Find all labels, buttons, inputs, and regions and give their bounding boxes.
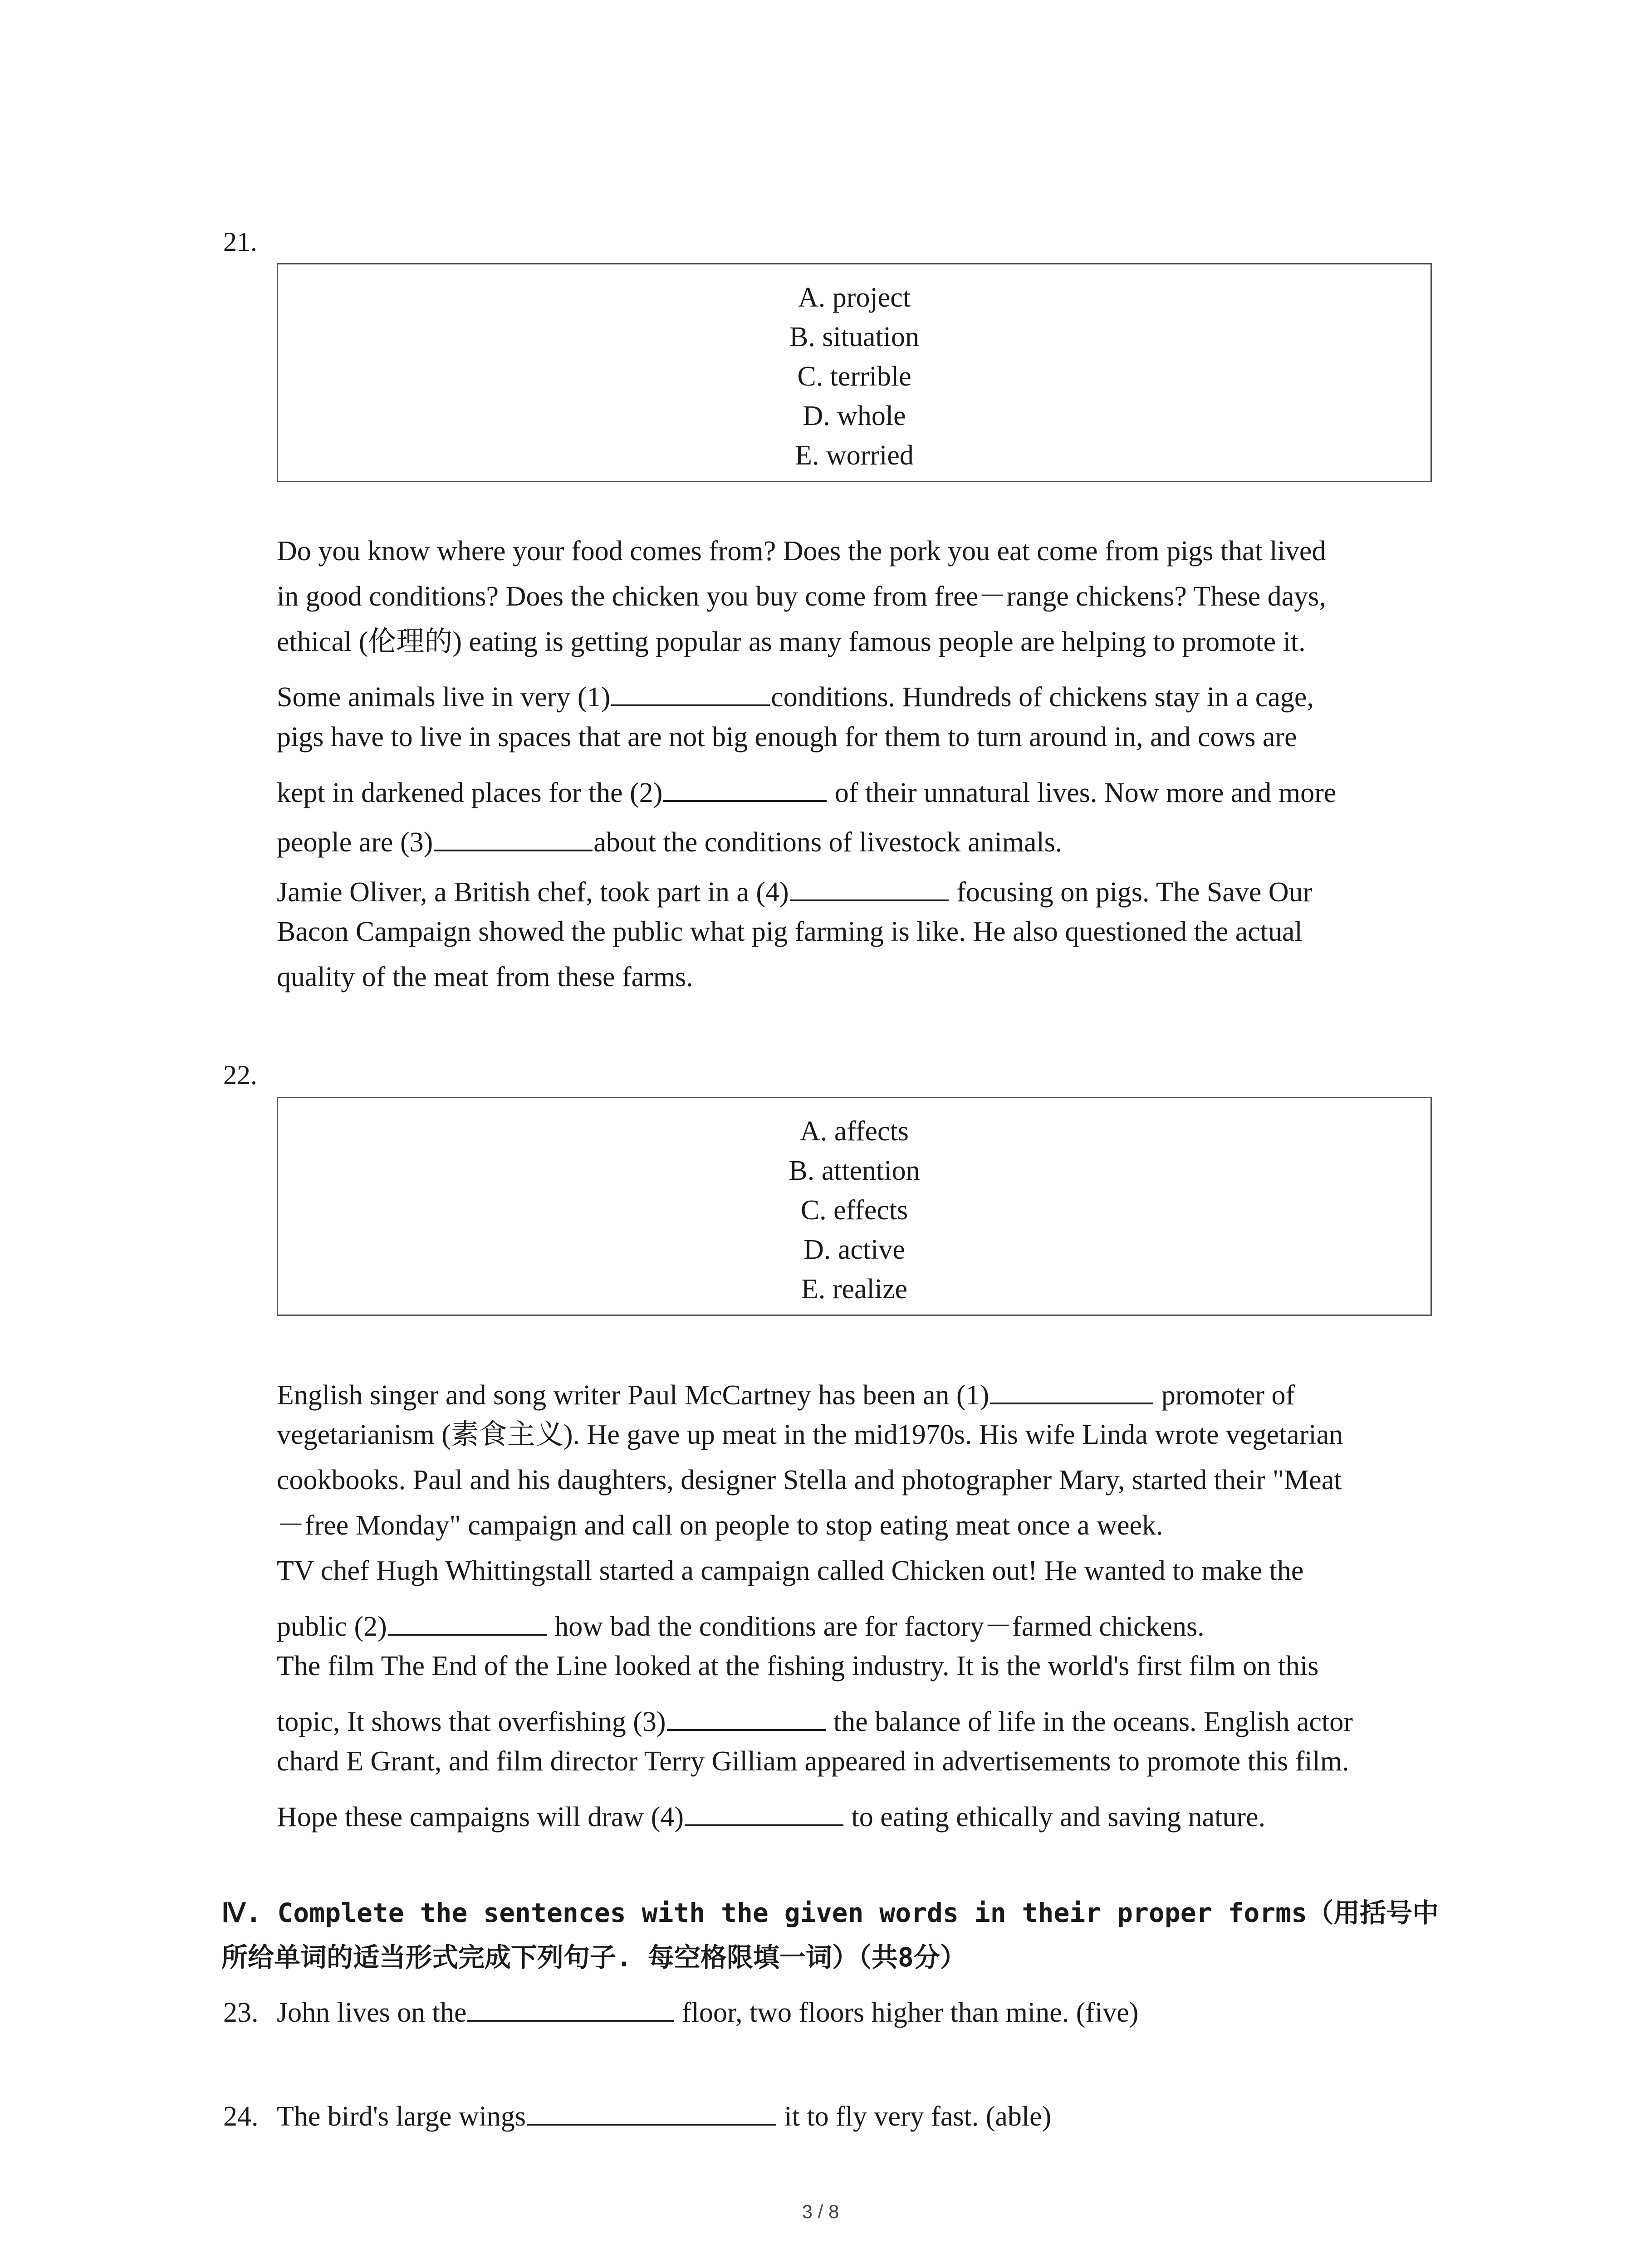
passage-line: The film The End of the Line looked at the fishing industry. It is the world's first film on this [277, 1651, 1319, 1681]
passage-line [277, 1375, 1295, 1409]
options-box-22 [277, 1097, 1432, 1316]
passage-line [277, 1607, 1205, 1641]
sentence-text: floor, two floors higher than mine. (five) [675, 1997, 1139, 2028]
passage-line: chard E Grant, and film director Terry Gilliam appeared in advertisements to promote this film. [277, 1746, 1349, 1777]
line-text: people are (3) [277, 827, 433, 858]
passage-line: ethical (伦理的) eating is getting popular as many famous people are helping to promote it. [277, 626, 1306, 657]
question-number: 24. [223, 2101, 259, 2132]
answer-blank[interactable] [527, 2097, 776, 2126]
passage-line: TV chef Hugh Whittingstall started a campaign called Chicken out! He wanted to make the [277, 1555, 1304, 1586]
option-d: D. whole [803, 401, 906, 431]
option-a: A. affects [800, 1116, 909, 1147]
section-title [221, 1891, 1446, 1980]
passage-line: vegetarianism (素食主义). He gave up meat in the mid1970s. His wife Linda wrote vegetarian [277, 1419, 1343, 1450]
option-e: E. realize [801, 1274, 908, 1305]
passage-line: Do you know where your food comes from? Does the pork you eat come from pigs that lived [277, 536, 1326, 567]
passage-line: pigs have to live in spaces that are not big enough for them to turn around in, and cows are [277, 722, 1297, 753]
passage-line: cookbooks. Paul and his daughters, designer Stella and photographer Mary, started their "Meat [277, 1465, 1342, 1496]
sentence-text: The bird's large wings [277, 2101, 526, 2132]
passage-line [277, 1702, 1353, 1736]
line-text: focusing on pigs. The Save Our [949, 877, 1313, 908]
sentence-text: it to fly very fast. (able) [777, 2101, 1052, 2132]
options-box-21 [277, 263, 1432, 482]
line-text: Some animals live in very (1) [277, 682, 611, 713]
blank-4[interactable] [685, 1797, 843, 1826]
line-text: English singer and song writer Paul McCartney has been an (1) [277, 1380, 989, 1411]
option-c: C. terrible [797, 361, 911, 392]
blank-4[interactable] [790, 872, 949, 901]
line-text: the balance of life in the oceans. English actor [826, 1706, 1353, 1737]
line-text: conditions. Hundreds of chickens stay in a cage, [771, 682, 1314, 713]
section-title-line: Ⅳ. Complete the sentences with the given words in their proper forms（用括号中 [221, 1897, 1439, 1928]
answer-blank[interactable] [467, 1993, 674, 2022]
blank-2[interactable] [388, 1607, 547, 1636]
line-text: Hope these campaigns will draw (4) [277, 1802, 684, 1833]
question-24 [223, 2097, 1051, 2133]
line-text: Jamie Oliver, a British chef, took part in a (4) [277, 877, 789, 908]
passage-line [277, 773, 1336, 807]
line-text: kept in darkened places for the (2) [277, 777, 663, 808]
sentence-text: John lives on the [277, 1997, 467, 2028]
passage-line [277, 677, 1314, 711]
question-number-22: 22. [223, 1060, 257, 1090]
question-23 [223, 1993, 1138, 2029]
option-c: C. effects [800, 1195, 908, 1226]
option-e: E. worried [795, 440, 914, 471]
passage-line: Bacon Campaign showed the public what pig farming is like. He also questioned the actual [277, 916, 1303, 947]
passage-line [277, 1797, 1265, 1831]
question-number-21: 21. [223, 227, 257, 257]
option-a: A. project [798, 282, 911, 313]
option-b: B. situation [789, 322, 919, 352]
line-text: about the conditions of livestock animals. [593, 827, 1063, 858]
blank-3[interactable] [667, 1702, 826, 1731]
line-text: topic, It shows that overfishing (3) [277, 1706, 666, 1737]
blank-1[interactable] [990, 1375, 1153, 1404]
question-number: 23. [223, 1997, 259, 2028]
blank-3[interactable] [434, 822, 593, 851]
passage-line [277, 822, 1062, 856]
passage-line: quality of the meat from these farms. [277, 962, 693, 992]
line-text: promoter of [1154, 1380, 1295, 1411]
option-d: D. active [803, 1234, 905, 1265]
passage-line: in good conditions? Does the chicken you buy come from free－range chickens? These days, [277, 581, 1326, 612]
line-text: of their unnatural lives. Now more and more [828, 777, 1337, 808]
blank-1[interactable] [611, 677, 770, 706]
passage-line [277, 872, 1312, 906]
line-text: how bad the conditions are for factory－farmed chickens. [547, 1611, 1205, 1642]
option-b: B. attention [789, 1155, 920, 1186]
page-number: 3 / 8 [802, 2201, 839, 2222]
section-title-line: 所给单词的适当形式完成下列句子. 每空格限填一词）（共8分） [221, 1942, 966, 1973]
line-text: public (2) [277, 1611, 387, 1642]
line-text: to eating ethically and saving nature. [844, 1802, 1265, 1833]
passage-line: －free Monday" campaign and call on people to stop eating meat once a week. [277, 1510, 1163, 1541]
blank-2[interactable] [663, 773, 827, 802]
